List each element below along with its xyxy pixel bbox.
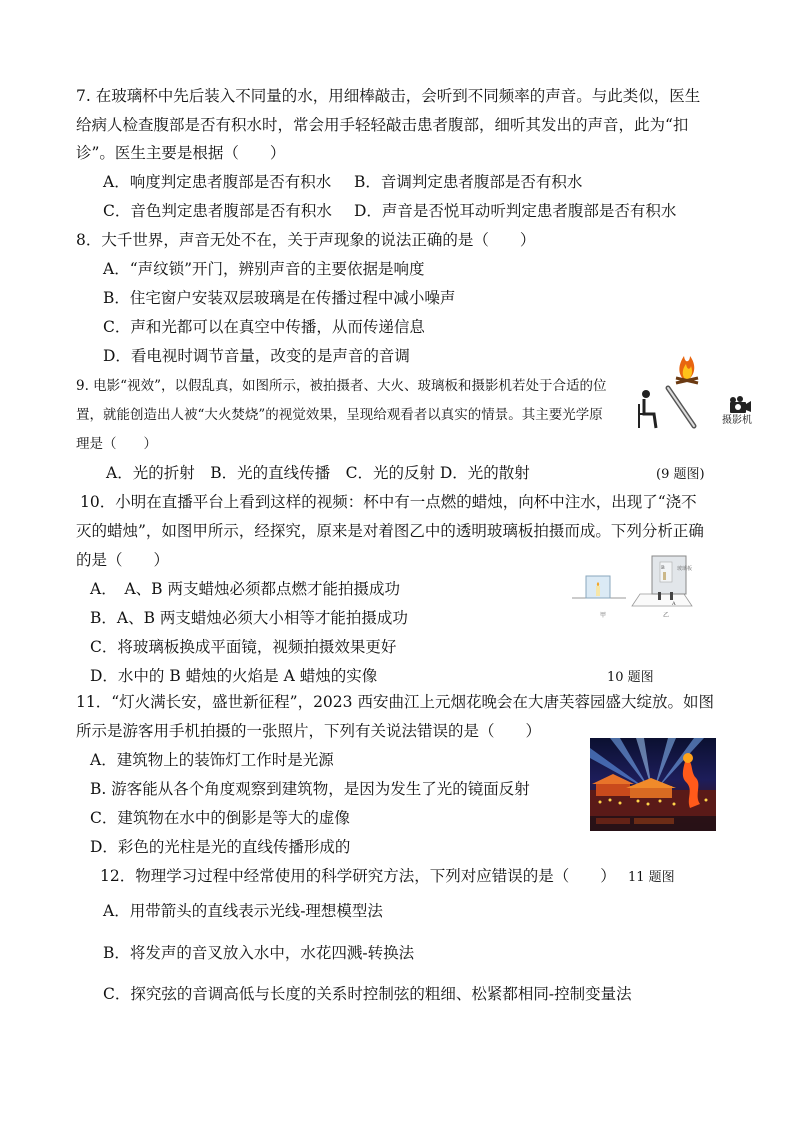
q8-option-a: A．“声纹锁”开门，辨别声音的主要依据是响度 [103, 260, 425, 278]
q10-option-c: C．将玻璃板换成平面镜，视频拍摄效果更好 [90, 638, 397, 656]
campfire-icon [676, 356, 698, 383]
q9-figure-caption: (9 题图) [656, 467, 705, 482]
q10-figure [568, 550, 698, 626]
q9-options: A．光的折射 B．光的直线传播 C．光的反射 D．光的散射 [106, 464, 530, 482]
glass-plate-icon [668, 388, 694, 426]
q8-option-c: C．声和光都可以在真空中传播，从而传递信息 [103, 318, 425, 336]
q11-figure-caption: 11 题图 [628, 870, 675, 885]
q11-option-c: C．建筑物在水中的倒影是等大的虚像 [90, 809, 350, 827]
seated-person-icon [639, 390, 656, 428]
q11-option-d: D．彩色的光柱是光的直线传播形成的 [90, 838, 351, 856]
q10-option-d: D．水中的 B 蜡烛的火焰是 A 蜡烛的实像 [90, 667, 378, 685]
q11-stem-line1: 11．“灯火满长安，盛世新征程”，2023 西安曲江上元烟花晚会在大唐芙蓉园盛大绽放。如图 [76, 693, 714, 711]
q11-option-a: A．建筑物上的装饰灯工作时是光源 [90, 751, 334, 769]
q9-stem-line2: 置，就能创造出人被“大火焚烧”的视觉效果，呈现给观看者以真实的情景。其主要光学原 [76, 407, 603, 423]
q8-option-b: B．住宅窗户安装双层玻璃是在传播过程中减小噪声 [103, 289, 456, 307]
q10-label-yi: 乙 [663, 612, 670, 619]
q10-label-b: B [661, 565, 665, 571]
q10-option-a: A． A、B 两支蜡烛必须都点燃才能拍摄成功 [90, 580, 400, 598]
q7-option-b: B．音调判定患者腹部是否有积水 [354, 173, 583, 191]
q9-stem-line3: 理是（ ） [76, 436, 157, 452]
figure-yi [632, 556, 692, 606]
q7-option-c: C．音色判定患者腹部是否有积水 [103, 202, 332, 220]
q12-option-b: B．将发声的音叉放入水中，水花四溅-转换法 [103, 944, 415, 962]
q10-option-b: B．A、B 两支蜡烛必须大小相等才能拍摄成功 [90, 609, 408, 627]
q10-label-jia: 甲 [600, 612, 607, 619]
q7-stem-line1: 7. 在玻璃杯中先后装入不同量的水，用细棒敲击，会听到不同频率的声音。与此类似，医生 [76, 87, 701, 105]
q9-stem-line1: 9. 电影“视效”，以假乱真，如图所示，被拍摄者、大火、玻璃板和摄影机若处于合适的位 [76, 378, 607, 394]
q7-option-d: D．声音是否悦耳动听判定患者腹部是否有积水 [354, 202, 677, 220]
camera-icon [730, 396, 751, 413]
q7-option-a: A．响度判定患者腹部是否有积水 [103, 173, 332, 191]
q11-option-b: B. 游客能从各个角度观察到建筑物，是因为发生了光的镜面反射 [90, 780, 530, 798]
q12-stem: 12．物理学习过程中经常使用的科学研究方法，下列对应错误的是（ ） [100, 867, 616, 885]
q11-night-lantern-photo [590, 738, 716, 831]
q8-option-d: D．看电视时调节音量，改变的是声音的音调 [103, 347, 410, 365]
q10-stem-line1: 10．小明在直播平台上看到这样的视频：杯中有一点燃的蜡烛，向杯中注水，出现了“浇不 [80, 493, 697, 511]
lantern-festival-image [590, 738, 716, 831]
q10-label-a: A [672, 601, 676, 607]
q7-stem-line3: 诊”。医生主要是根据（ ） [76, 144, 286, 162]
q10-stem-line2: 灭的蜡烛”，如图甲所示，经探究，原来是对着图乙中的透明玻璃板拍摄而成。下列分析正确 [76, 522, 704, 540]
q8-stem: 8．大千世界，声音无处不在，关于声现象的说法正确的是（ ） [76, 231, 536, 249]
q10-figure-caption: 10 题图 [607, 670, 654, 685]
figure-jia [572, 576, 626, 598]
q12-option-c: C．探究弦的音调高低与长度的关系时控制弦的粗细、松紧都相同-控制变量法 [103, 985, 632, 1003]
q10-stem-line3: 的是（ ） [76, 551, 170, 569]
q7-stem-line2: 给病人检查腹部是否有积水时，常会用手轻轻敲击患者腹部，细听其发出的声音，此为“扣 [76, 116, 689, 134]
q11-stem-line2: 所示是游客用手机拍摄的一张照片，下列有关说法错误的是（ ） [76, 722, 542, 740]
q10-label-board: 玻璃板 [677, 566, 693, 572]
q9-camera-label: 摄影机 [722, 415, 752, 426]
q12-option-a: A．用带箭头的直线表示光线-理想模型法 [103, 902, 383, 920]
